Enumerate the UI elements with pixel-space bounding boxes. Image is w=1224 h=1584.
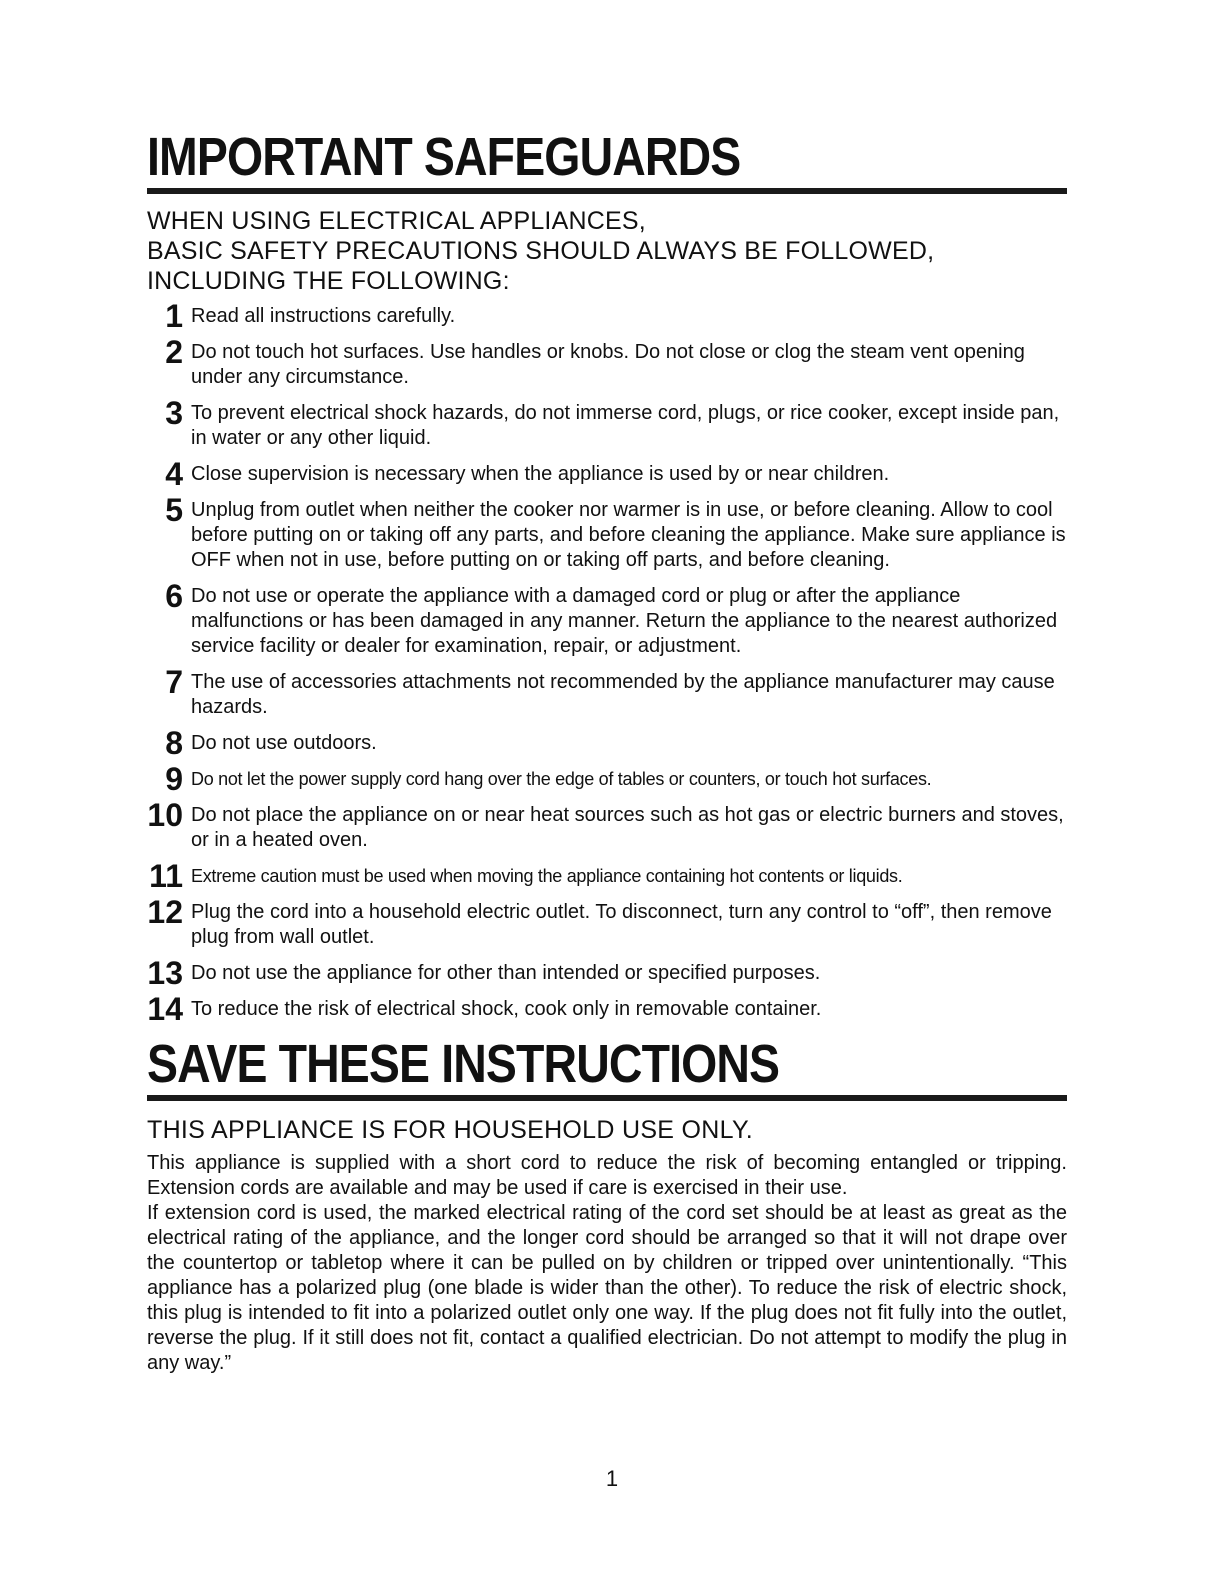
safeguard-text: Do not use outdoors. <box>191 732 377 754</box>
extension-cord-paragraph: This appliance is supplied with a short cord to reduce the risk of becoming entangled or tripping. Extension cords are available and may be used if care is exercised in their use. <box>147 1152 1067 1199</box>
safeguard-text: Do not use or operate the appliance with a damaged cord or plug or after the appliance malfunctions or has been damaged in any manner. Return the appliance to the nearest authorized service facility or dealer for examination, repair, or adjustment. <box>191 585 1058 657</box>
save-instructions-heading: SAVE THESE INSTRUCTIONS <box>147 1034 780 1094</box>
manual-page <box>147 126 1067 1376</box>
title-divider <box>147 188 1067 194</box>
safeguard-item <box>147 991 1067 1027</box>
safeguard-number: 5 <box>165 492 183 528</box>
safeguard-text: Unplug from outlet when neither the cooker nor warmer is in use, or before cleaning. Allow to cool before putting on or taking off any parts, and before cleaning the appliance. Make sure appliance is OFF when not in use, before putting on or taking off parts, and before cleaning. <box>191 499 1066 571</box>
safeguard-number: 10 <box>147 797 183 833</box>
safeguard-text: The use of accessories attachments not recommended by the appliance manufacturer may cause hazards. <box>191 671 1055 718</box>
safeguard-item <box>147 334 1067 390</box>
safeguard-item <box>147 664 1067 720</box>
safeguard-number: 11 <box>149 858 183 894</box>
safeguard-item <box>147 395 1067 451</box>
safeguard-item <box>147 761 1067 797</box>
safeguard-text: To reduce the risk of electrical shock, cook only in removable container. <box>191 998 822 1020</box>
safeguard-item <box>147 797 1067 853</box>
safeguard-text: Do not use the appliance for other than intended or specified purposes. <box>191 962 821 984</box>
page-title: IMPORTANT SAFEGUARDS <box>147 127 741 187</box>
safeguard-number: 13 <box>147 955 183 991</box>
safeguard-item <box>147 894 1067 950</box>
safeguard-number: 4 <box>165 456 183 492</box>
household-use-heading: THIS APPLIANCE IS FOR HOUSEHOLD USE ONLY. <box>147 1116 753 1144</box>
safeguards-list <box>147 298 1067 1027</box>
safeguard-number: 7 <box>165 664 183 700</box>
page-number: 1 <box>605 1466 619 1491</box>
intro-line: INCLUDING THE FOLLOWING: <box>147 267 510 295</box>
safeguard-number: 2 <box>165 334 183 370</box>
safeguard-number: 3 <box>165 395 183 431</box>
safeguard-text: Plug the cord into a household electric outlet. To disconnect, turn any control to “off”, then remove plug from wall outlet. <box>191 901 1052 948</box>
safeguard-item <box>147 298 1067 334</box>
safeguard-item <box>147 725 1067 761</box>
safeguard-item <box>147 492 1067 573</box>
safeguard-number: 9 <box>165 761 183 797</box>
safeguard-text: Extreme caution must be used when moving the appliance containing hot contents or liquids. <box>191 866 903 886</box>
polarized-plug-paragraph: If extension cord is used, the marked electrical rating of the cord set should be at least as great as the electrical rating of the appliance, and the longer cord should be arranged so that it will not drape over the countertop or tabletop where it can be pulled on by children or tripped over unintentionally. “This appliance has a polarized plug (one blade is wider than the other). To reduce the risk of electric shock, this plug is intended to fit into a polarized outlet only one way. If the plug does not fit fully into the outlet, reverse the plug. If it still does not fit, contact a qualified electrician. Do not attempt to modify the plug in any way.” <box>147 1202 1067 1374</box>
safeguard-item <box>147 955 1067 991</box>
safeguard-number: 1 <box>165 298 183 334</box>
safeguard-text: Close supervision is necessary when the appliance is used by or near children. <box>191 463 890 485</box>
safeguard-number: 6 <box>165 578 183 614</box>
intro-line: WHEN USING ELECTRICAL APPLIANCES, <box>147 207 646 235</box>
safeguard-number: 8 <box>165 725 183 761</box>
intro-line: BASIC SAFETY PRECAUTIONS SHOULD ALWAYS BE FOLLOWED, <box>147 237 935 265</box>
safeguard-text: Do not let the power supply cord hang over the edge of tables or counters, or touch hot surfaces. <box>191 769 932 789</box>
safeguard-number: 12 <box>147 894 183 930</box>
safeguard-text: To prevent electrical shock hazards, do not immerse cord, plugs, or rice cooker, except inside pan, in water or any other liquid. <box>191 402 1060 449</box>
save-divider <box>147 1095 1067 1101</box>
safeguard-text: Do not place the appliance on or near heat sources such as hot gas or electric burners and stoves, or in a heated oven. <box>191 804 1064 851</box>
safeguard-item <box>147 578 1067 659</box>
intro-heading <box>147 206 1067 296</box>
safeguard-number: 14 <box>147 991 183 1027</box>
safeguard-text: Do not touch hot surfaces. Use handles or knobs. Do not close or clog the steam vent opening under any circumstance. <box>191 341 1025 388</box>
safeguard-item <box>147 456 1067 492</box>
safeguard-item <box>147 858 1067 894</box>
safeguard-text: Read all instructions carefully. <box>191 305 456 327</box>
